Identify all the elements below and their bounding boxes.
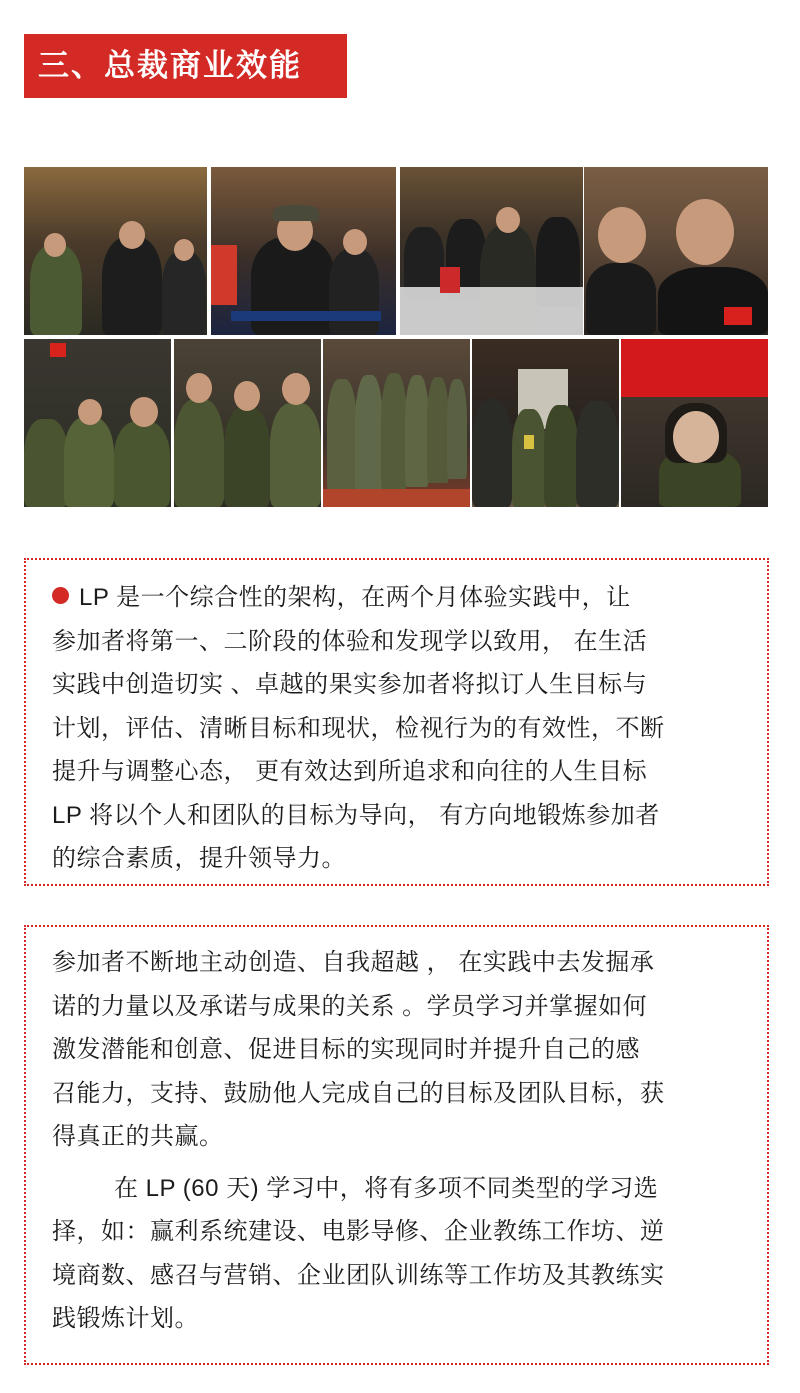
- red-accent-block: [621, 339, 768, 397]
- photo-4: [584, 167, 768, 335]
- photo-7: [323, 339, 470, 507]
- detail-line-9: 践锻炼计划。: [52, 1305, 199, 1332]
- detail-line-7: 择，如：赢利系统建设、电影导修、企业教练工作坊、逆: [52, 1218, 665, 1245]
- photo-6: [174, 339, 321, 507]
- detail-line-1: 参加者不断地主动创造、自我超越 ， 在实践中去发掘承: [52, 949, 655, 976]
- photo-5: [24, 339, 171, 507]
- photo-9: [621, 339, 768, 507]
- intro-card: [24, 558, 769, 886]
- bullet-icon: [52, 587, 69, 604]
- section-title: 三、总裁商业效能: [24, 34, 347, 98]
- photo-collage: [24, 167, 768, 507]
- intro-line-1-text: LP 是一个综合性的架构，在两个月体验实践中，让: [79, 584, 631, 611]
- intro-line-4: 计划，评估、清晰目标和现状，检视行为的有效性，不断: [52, 714, 665, 742]
- detail-line-5: 得真正的共赢。: [52, 1123, 224, 1150]
- intro-line-1: [52, 576, 749, 620]
- intro-line-7: 的综合素质，提升领导力。: [52, 845, 346, 872]
- detail-card: [24, 925, 769, 1365]
- intro-line-5: 提升与调整心态， 更有效达到所追求和向往的人生目标: [52, 758, 648, 785]
- intro-line-2: 参加者将第一、二阶段的体验和发现学以致用， 在生活: [52, 627, 648, 655]
- detail-line-8: 境商数、感召与营销、企业团队训练等工作坊及其教练实: [52, 1261, 665, 1289]
- photo-1: [24, 167, 207, 335]
- detail-line-3: 激发潜能和创意、促进目标的实现同时并提升自己的感: [52, 1036, 640, 1063]
- photo-3: [400, 167, 583, 335]
- intro-line-6: LP 将以个人和团队的目标为导向， 有方向地锻炼参加者: [52, 801, 660, 829]
- detail-line-6: 在 LP (60 天) 学习中，将有多项不同类型的学习选: [114, 1174, 659, 1202]
- detail-line-2: 诺的力量以及承诺与成果的关系 。学员学习并掌握如何: [52, 992, 648, 1020]
- detail-line-4: 召能力，支持、鼓励他人完成自己的目标及团队目标，获: [52, 1079, 665, 1107]
- photo-8: [472, 339, 619, 507]
- photo-2: [211, 167, 396, 335]
- intro-line-3: 实践中创造切实 、卓越的果实参加者将拟订人生目标与: [52, 671, 648, 698]
